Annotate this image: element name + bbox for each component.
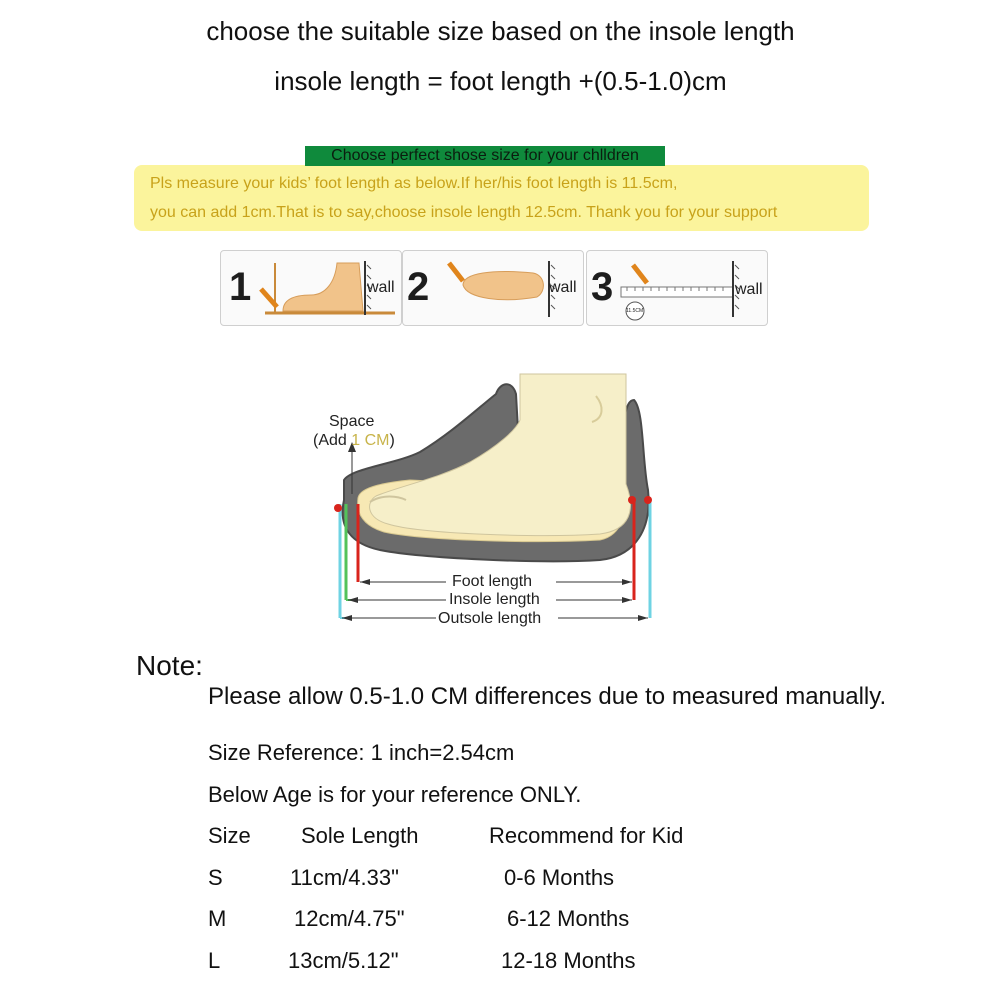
note-age-reference: Below Age is for your reference ONLY.	[208, 782, 582, 807]
space-label: Space	[329, 413, 375, 430]
outsole-length-label: Outsole length	[438, 610, 542, 627]
foot-length-label: Foot length	[452, 573, 533, 590]
pencil-icon	[449, 263, 463, 281]
banner-title: Choose perfect shose size for your chlldren	[305, 146, 665, 166]
note-title: Note:	[136, 650, 203, 681]
step-number: 3	[591, 265, 614, 309]
wall-label: wall	[367, 279, 395, 296]
add-prefix: (Add	[313, 432, 352, 449]
ruler-reading: 11.5CM	[626, 308, 644, 314]
wall-label: wall	[549, 279, 577, 296]
step-number: 2	[407, 265, 430, 309]
add-value: 1 CM	[351, 432, 390, 449]
note-allow-differences: Please allow 0.5-1.0 CM differences due to measured manually.	[208, 683, 887, 710]
instructions-line-2: you can add 1cm.That is to say,choose insole length 12.5cm. Thank you for your support	[150, 204, 778, 221]
sole-length-cell: 13cm/5.12"	[288, 948, 399, 973]
note-size-reference: Size Reference: 1 inch=2.54cm	[208, 740, 515, 765]
step-number: 1	[229, 265, 252, 309]
size-cell: S	[208, 865, 223, 890]
sole-length-cell: 12cm/4.75"	[294, 906, 405, 931]
heading-insole-formula: insole length = foot length +(0.5-1.0)cm	[274, 66, 727, 96]
header-sole-length: Sole Length	[301, 823, 419, 848]
sole-length-cell: 11cm/4.33"	[290, 865, 399, 890]
add-suffix: )	[389, 432, 395, 449]
add-space-label	[313, 432, 395, 450]
insole-length-label: Insole length	[449, 591, 540, 608]
measure-step-1	[220, 250, 402, 326]
age-cell: 12-18 Months	[501, 948, 636, 973]
measure-step-3	[586, 250, 768, 326]
heading-choose-size: choose the suitable size based on the insole length	[206, 16, 795, 46]
instructions-line-1: Pls measure your kids’ foot length as below.If her/his foot length is 11.5cm,	[150, 175, 678, 192]
pencil-icon	[633, 265, 647, 283]
age-cell: 0-6 Months	[504, 865, 615, 890]
size-cell: L	[208, 948, 221, 973]
wall-label: wall	[735, 281, 763, 298]
age-cell: 6-12 Months	[507, 906, 630, 931]
header-size: Size	[208, 823, 251, 848]
header-recommend: Recommend for Kid	[489, 823, 684, 848]
measure-step-2	[402, 250, 584, 326]
size-cell: M	[208, 906, 227, 931]
